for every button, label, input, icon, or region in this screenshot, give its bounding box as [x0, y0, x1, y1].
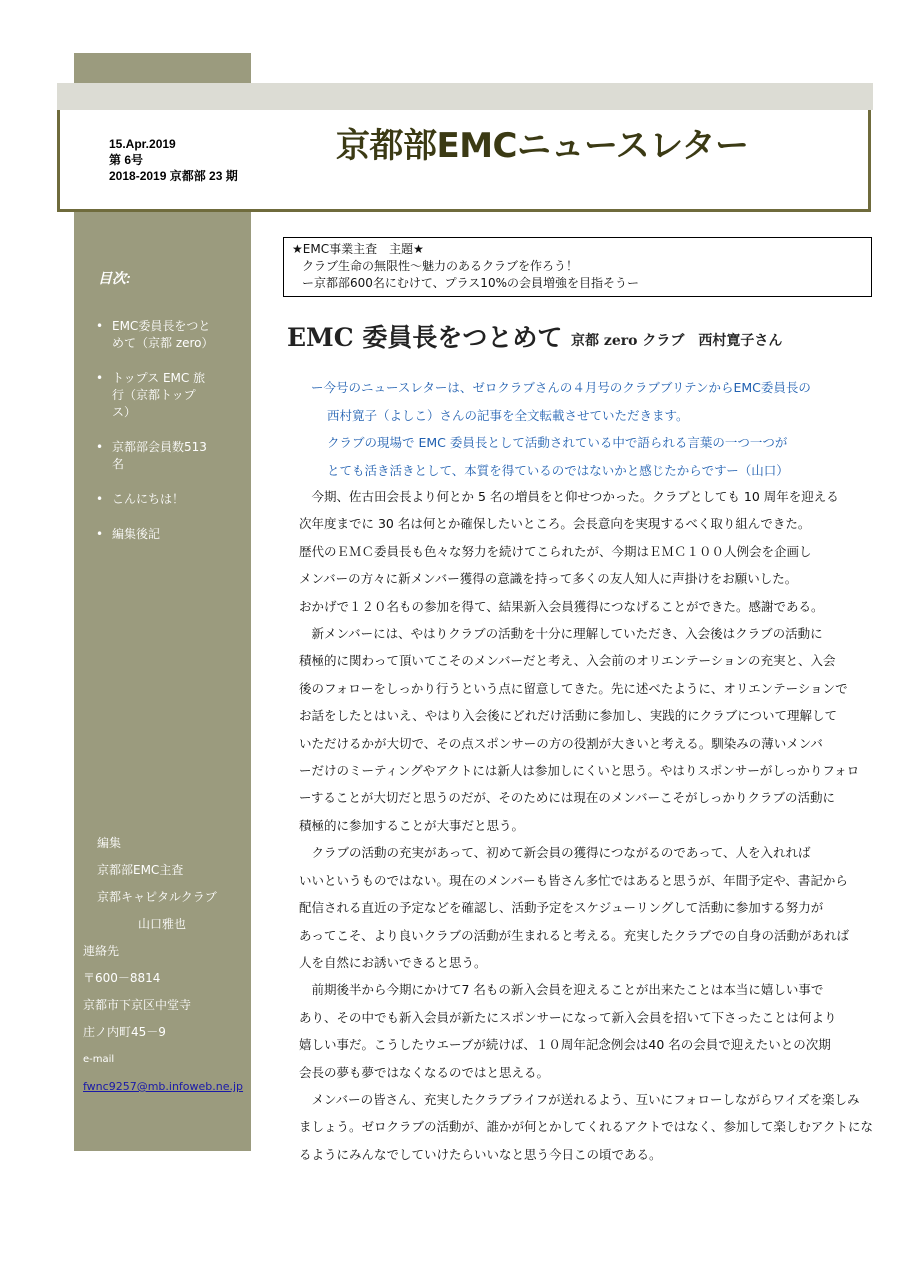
body-line: クラブの活動の充実があって、初めて新会員の獲得につながるのであって、人を入れれば — [299, 845, 811, 861]
toc-item[interactable] — [96, 491, 236, 508]
theme-heading: ★EMC事業主査 主題★ — [292, 242, 424, 256]
bullet-icon: • — [96, 371, 104, 385]
toc-item[interactable] — [96, 370, 236, 421]
editor-info — [83, 830, 243, 1100]
toc-item-label: トップス EMC 旅行（京都トップス） — [112, 371, 206, 419]
bullet-icon: • — [96, 440, 104, 454]
newsletter-title: 京都部EMCニュースレター — [336, 126, 749, 166]
toc-item-label: 京都部会員数513名 — [112, 440, 207, 471]
editor-heading: 編集 — [97, 836, 122, 850]
body-line: 積極的に参加することが大事だと思う。 — [299, 817, 525, 833]
body-line: いただけるかが大切で、その点スポンサーの方の役割が大きいと考える。馴染みの薄いメンバ — [299, 735, 823, 751]
article-body — [299, 483, 873, 1168]
issue-date: 15.Apr.2019 — [109, 137, 176, 151]
body-line: ーすることが大切だと思うのだが、そのためには現在のメンバーこそがしっかりクラブの活動に — [299, 790, 836, 806]
table-of-contents — [96, 318, 236, 561]
body-line: あり、その中でも新入会員が新たにスポンサーになって新入会員を招いて下さったことは何より — [299, 1009, 837, 1025]
issue-period: 2018-2019 京都部 23 期 — [109, 169, 238, 183]
header-band — [57, 83, 873, 110]
body-line: 会長の夢も夢ではなくなるのではと思える。 — [299, 1064, 550, 1080]
body-line: 次年度までに 30 名は何とか確保したいところ。会長意向を実現するべく取り組んできた。 — [299, 516, 811, 532]
theme-line: ー京都部600名にむけて、プラス10%の会員増強を目指そうー — [302, 276, 639, 290]
toc-item[interactable] — [96, 439, 236, 473]
postal-code: 〒600－8814 — [83, 971, 161, 985]
body-line: メンバーの方々に新メンバー獲得の意識を持って多くの友人知人に声掛けをお願いした。 — [299, 571, 798, 587]
address-line: 庄ノ内町45－9 — [83, 1025, 166, 1039]
toc-item-label: こんにちは！ — [112, 492, 185, 506]
theme-box — [283, 237, 872, 297]
intro-line: ー今号のニュースレターは、ゼロクラブさんの４月号のクラブブリテンからEMC委員長の — [311, 380, 811, 395]
body-line: 積極的に関わって頂いてこそのメンバーだと考え、入会前のオリエンテーションの充実と、入会 — [299, 653, 836, 669]
body-line: 配信される直近の予定などを確認し、活動予定をスケジューリングして活動に参加する努力が — [299, 900, 824, 916]
body-line: 歴代のＥＭＣ委員長も色々な努力を続けてこられたが、今期はＥＭＣ１００人例会を企画し — [299, 543, 812, 559]
email-link[interactable]: fwnc9257@mb.infoweb.ne.jp — [83, 1080, 244, 1093]
body-line: 人を自然にお誘いできると思う。 — [299, 954, 487, 970]
body-line: おかげで１２０名もの参加を得て、結果新入会員獲得につなげることができた。感謝である。 — [299, 598, 824, 614]
body-line: 今期、佐古田会長より何とか 5 名の増員をと仰せつかった。クラブとしても 10 周年を迎える — [299, 489, 839, 504]
article-intro — [311, 374, 811, 484]
email-label: e-mail — [83, 1054, 115, 1065]
issue-info — [109, 136, 238, 184]
body-line: お話をしたとはいえ、やはり入会後にどれだけ活動に参加し、実践的にクラブについて理解して — [299, 708, 838, 724]
bullet-icon: • — [96, 492, 104, 506]
contact-label: 連絡先 — [83, 944, 120, 958]
address-line: 京都市下京区中堂寺 — [83, 998, 192, 1012]
toc-title: 目次: — [98, 270, 131, 286]
body-line: あってこそ、より良いクラブの活動が生まれると考える。充実したクラブでの自身の活動があれば — [299, 927, 850, 943]
toc-item[interactable] — [96, 318, 236, 352]
editor-name: 山口雅也 — [138, 917, 187, 931]
editor-role: 京都部EMC主査 — [97, 863, 184, 877]
body-line: 後のフォローをしっかり行うという点に留意してきた。先に述べたように、オリエンテーションで — [299, 680, 848, 696]
body-line: 前期後半から今期にかけて7 名もの新入会員を迎えることが出来たことは本当に嬉しい事で — [299, 982, 824, 998]
body-line: ーだけのミーティングやアクトには新人は参加しにくいと思う。やはりスポンサーがしっかりフォロ — [299, 763, 860, 779]
theme-line: クラブ生命の無限性～魅力のあるクラブを作ろう！ — [302, 259, 579, 273]
intro-line: クラブの現場で EMC 委員長として活動されている中で語られる言葉の一つ一つが — [327, 435, 788, 450]
body-line: いいというものではない。現在のメンバーも皆さん多忙ではあると思うが、年間予定や、書記から — [299, 872, 848, 888]
body-line: ましょう。ゼロクラブの活動が、誰かが何とかしてくれるアクトではなく、参加して楽しむアクトにな — [299, 1119, 874, 1135]
body-line: 新メンバーには、やはりクラブの活動を十分に理解していただき、入会後はクラブの活動に — [299, 626, 823, 642]
article-title: EMC 委員長をつとめて — [287, 323, 563, 352]
toc-item[interactable] — [96, 526, 236, 543]
intro-line: とても活き活きとして、本質を得ているのではないかと感じたからですー（山口） — [327, 462, 789, 478]
bullet-icon: • — [96, 527, 104, 541]
editor-club: 京都キャピタルクラブ — [97, 890, 217, 904]
issue-number: 第 6号 — [109, 153, 144, 167]
intro-line: 西村寛子（よしこ）さんの記事を全文転載させていただきます。 — [327, 407, 689, 423]
body-line: るようにみんなでしていけたらいいなと思う今日この頃である。 — [299, 1146, 662, 1162]
body-line: メンバーの皆さん、充実したクラブライフが送れるよう、互いにフォローしながらワイズを楽しみ — [299, 1091, 860, 1107]
bullet-icon: • — [96, 319, 104, 333]
toc-item-label: EMC委員長をつとめて（京都 zero） — [112, 319, 214, 350]
article-byline: 京都 zero クラブ 西村寛子さん — [571, 333, 783, 349]
toc-item-label: 編集後記 — [112, 527, 161, 541]
body-line: 嬉しい事だ。こうしたウエーブが続けば、１０周年記念例会は40 名の会員で迎えたいとの次期 — [299, 1037, 831, 1053]
